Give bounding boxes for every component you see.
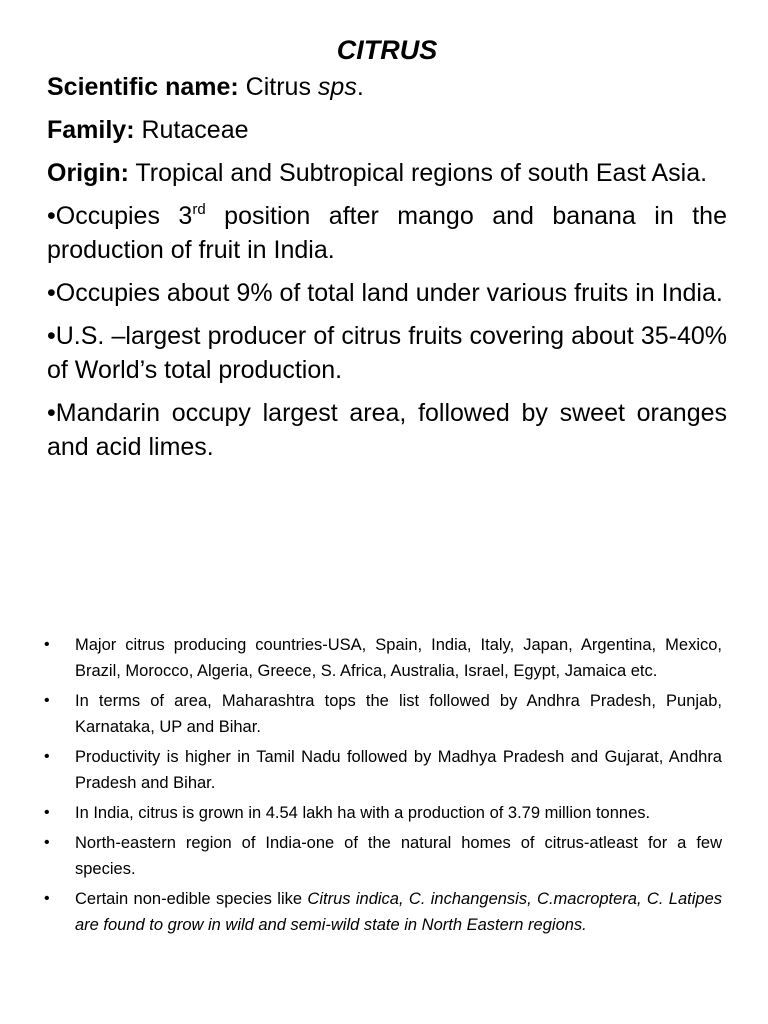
origin-label: Origin:: [47, 159, 129, 187]
list-item-text: Certain non-edible species like: [75, 890, 308, 908]
family-line: [47, 113, 727, 147]
point-1-text-b: position after mango and banana in the production of fruit in India.: [47, 202, 727, 264]
bullet-marker: •: [44, 804, 50, 821]
list-item: [44, 632, 722, 684]
point-mandarin-area: •Mandarin occupy largest area, followed by sweet oranges and acid limes.: [47, 399, 727, 461]
bullet-marker: •: [44, 748, 50, 765]
bullet-marker: •: [44, 834, 50, 851]
scientific-name-end: .: [356, 73, 364, 101]
origin-value: Tropical and Subtropical regions of south East Asia.: [128, 159, 708, 187]
point-1-superscript: rd: [192, 201, 206, 218]
slide-top-section: [47, 30, 727, 464]
page-title: CITRUS: [336, 35, 438, 65]
list-item-text: Productivity is higher in Tamil Nadu followed by Madhya Pradesh and Gujarat, Andhra Pradesh and Bihar.: [75, 748, 722, 792]
list-item-text: In India, citrus is grown in 4.54 lakh ha with a production of 3.79 million tonnes.: [75, 804, 651, 822]
point-production-rank: [47, 199, 727, 267]
point-us-producer: •U.S. –largest producer of citrus fruits covering about 35-40% of World’s total production.: [47, 322, 727, 384]
bullet-marker: •: [44, 890, 50, 907]
point-1-text-a: •Occupies 3: [47, 202, 193, 230]
family-label: Family:: [47, 116, 135, 144]
list-item: [44, 886, 722, 938]
list-item: [44, 830, 722, 882]
bullet-list: [44, 632, 722, 938]
list-item: [44, 688, 722, 740]
list-item-text: In terms of area, Maharashtra tops the list followed by Andhra Pradesh, Punjab, Karnataka, UP and Bihar.: [75, 692, 722, 736]
list-item-text: North-eastern region of India-one of the natural homes of citrus-atleast for a few species.: [75, 834, 722, 878]
family-value: Rutaceae: [134, 116, 249, 144]
list-item: [44, 744, 722, 796]
point-land-share: •Occupies about 9% of total land under various fruits in India.: [47, 279, 723, 307]
origin-line: [47, 156, 727, 190]
scientific-name-italic: sps: [317, 73, 357, 101]
list-item-text: Major citrus producing countries-USA, Spain, India, Italy, Japan, Argentina, Mexico, Brazil, Morocco, Algeria, Greece, S. Africa, Australia, Israel, Egypt, Jamaica etc.: [75, 636, 722, 680]
scientific-name-label: Scientific name:: [47, 73, 239, 101]
scientific-name-value: Citrus: [238, 73, 318, 101]
bullet-marker: •: [44, 692, 50, 709]
list-item-italic-text: Citrus indica, C. inchangensis, C.macroptera, C. Latipes are found to grow in wild and semi-wild state in North Eastern regions.: [75, 890, 722, 934]
scientific-name-line: [47, 70, 727, 104]
list-item: [44, 800, 722, 826]
slide-bottom-section: [44, 632, 722, 942]
bullet-marker: •: [44, 636, 50, 653]
